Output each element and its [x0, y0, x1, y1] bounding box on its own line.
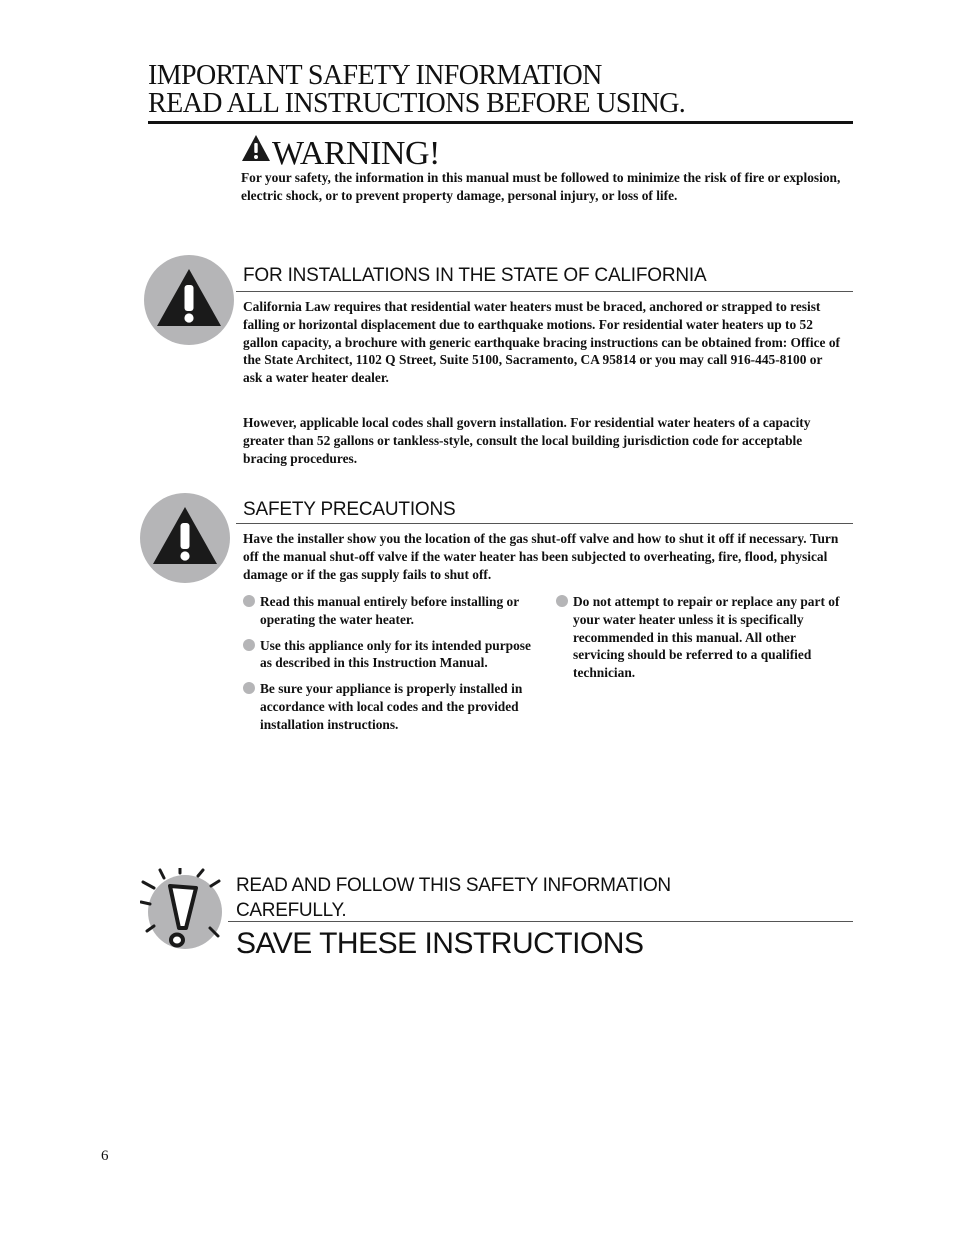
page-title [148, 62, 853, 118]
safety-divider [236, 523, 853, 524]
header-divider [148, 121, 853, 124]
bullet-dot-icon [243, 595, 255, 607]
warning-heading: WARNING! [272, 135, 440, 172]
list-item: Use this appliance only for its intended purpose as described in this Instruction Manual. [243, 637, 533, 673]
bullet-dot-icon [556, 595, 568, 607]
list-item: Be sure your appliance is properly installed in accordance with local codes and the provided installation instructions. [243, 680, 533, 733]
warning-triangle-icon [241, 134, 271, 162]
read-line-2: CAREFULLY. [236, 900, 347, 921]
list-item: Do not attempt to repair or replace any part of your water heater unless it is specifically recommended in this manual. All other servicing should be referred to a qualified technician. [556, 593, 846, 682]
safety-section-title: SAFETY PRECAUTIONS [243, 499, 456, 520]
save-instructions-heading: SAVE THESE INSTRUCTIONS [236, 927, 644, 960]
read-line-1: READ AND FOLLOW THIS SAFETY INFORMATION [236, 875, 671, 896]
read-follow-heading [236, 873, 671, 923]
safety-alert-icon [140, 493, 230, 583]
title-line-1: IMPORTANT SAFETY INFORMATION [148, 60, 602, 91]
california-divider [236, 291, 853, 292]
california-section-title: FOR INSTALLATIONS IN THE STATE OF CALIFORNIA [243, 265, 707, 286]
bullet-dot-icon [243, 639, 255, 651]
safety-bullets-left [243, 593, 533, 742]
warning-text: For your safety, the information in this manual must be followed to minimize the risk of fire or explosion, electric shock, or to prevent property damage, personal injury, or loss of life. [241, 170, 841, 203]
california-paragraph-1: California Law requires that residential water heaters must be braced, anchored or strapped to resist falling or horizontal displacement due to earthquake motions. For residential water heaters up to 52 gallon capacity, a brochure with generic earthquake bracing instructions can be obtained from: Office of the State Architect, 1102 Q Street, Suite 5100, Sacramento, CA 95814 or you may call 916-445-8100 or ask a water heater dealer. [243, 299, 840, 386]
list-item: Read this manual entirely before installing or operating the water heater. [243, 593, 533, 629]
read-divider [228, 921, 853, 922]
safety-bullets-right [556, 593, 846, 690]
california-paragraph-2: However, applicable local codes shall govern installation. For residential water heaters of a capacity greater than 52 gallons or tankless-style, consult the local building jurisdiction code for acceptable bracing procedures. [243, 415, 811, 466]
bullet-dot-icon [243, 682, 255, 694]
exclamation-burst-icon [140, 868, 226, 958]
title-line-2: READ ALL INSTRUCTIONS BEFORE USING. [148, 88, 686, 119]
page-number: 6 [101, 1148, 109, 1164]
safety-intro: Have the installer show you the location of the gas shut-off valve and how to shut it off if necessary. Turn off the manual shut-off valve if the water heater has been subjected to overheating, fire, flood, physical damage or if the gas supply fails to shut off. [243, 531, 839, 582]
california-alert-icon [144, 255, 234, 345]
